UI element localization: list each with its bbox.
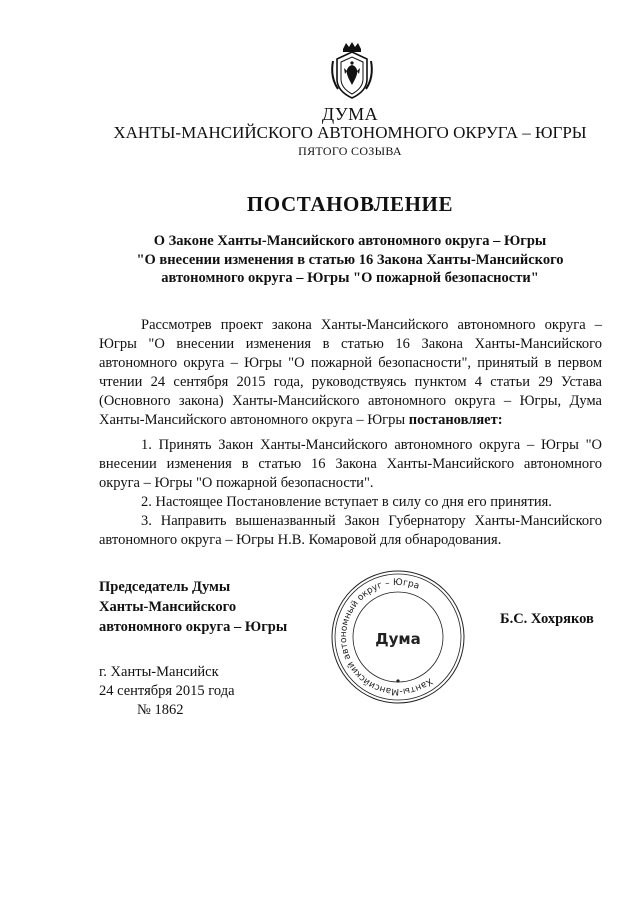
org-name: ДУМА — [321, 104, 379, 124]
subject-line-1: О Законе Ханты-Мансийского автономного округа – Югры — [153, 233, 547, 249]
decision-word: постановляет: — [408, 412, 503, 428]
resolution-item-3: 3. Направить вышеназванный Закон Губернатору Ханты-Мансийского автономного округа – Югры Н.В. Комаровой для обнародования. — [99, 513, 602, 548]
seal-center-text: Дума — [375, 630, 421, 648]
org-convocation: ПЯТОГО СОЗЫВА — [298, 144, 402, 158]
resolution-item-2: 2. Настоящее Постановление вступает в силу со дня его принятия. — [141, 494, 552, 510]
org-region: ХАНТЫ-МАНСИЙСКОГО АВТОНОМНОГО ОКРУГА – ЮГРЫ — [113, 123, 587, 142]
signatory-title-line-1: Председатель Думы — [99, 579, 231, 595]
coat-of-arms-icon — [328, 41, 376, 101]
signatory-name: Б.С. Хохряков — [500, 611, 594, 627]
signatory-title — [99, 577, 287, 637]
resolution-item-1: 1. Принять Закон Ханты-Мансийского автономного округа – Югры "О внесении изменения в статью 16 Закона Ханты-Мансийского автономного округа – Югры "О пожарной безопасности". — [99, 437, 602, 491]
date-of-issue: 24 сентября 2015 года — [99, 683, 235, 699]
intro-paragraph — [99, 316, 602, 430]
resolution-items — [99, 436, 602, 550]
document-footer — [99, 663, 235, 720]
signatory-title-line-3: автономного округа – Югры — [99, 619, 288, 635]
seal-ring-text: Ханты-Мансийский автономный округ – Югра — [338, 577, 435, 697]
signatory-title-line-2: Ханты-Мансийского — [99, 599, 237, 615]
official-seal — [322, 568, 474, 706]
document-number: № 1862 — [137, 702, 184, 718]
document-type-title: ПОСТАНОВЛЕНИЕ — [246, 192, 454, 216]
subject-line-3: автономного округа – Югры "О пожарной безопасности" — [161, 270, 539, 286]
place-of-issue: г. Ханты-Мансийск — [99, 664, 219, 680]
subject-line-2: "О внесении изменения в статью 16 Закона Ханты-Мансийского — [136, 252, 564, 268]
intro-text: Рассмотрев проект закона Ханты-Мансийского автономного округа – Югры "О внесении изменения в статью 16 Закона Ханты-Мансийского автономного округа – Югры "О пожарной безопасности", принятый в первом чтении 24 сентября 2015 года, руководствуясь пунктом 4 статьи 29 Устава (Основного закона) Ханты-Мансийского автономного округа – Югры, Дума Ханты-Мансийского автономного округа – Югры — [99, 317, 602, 428]
